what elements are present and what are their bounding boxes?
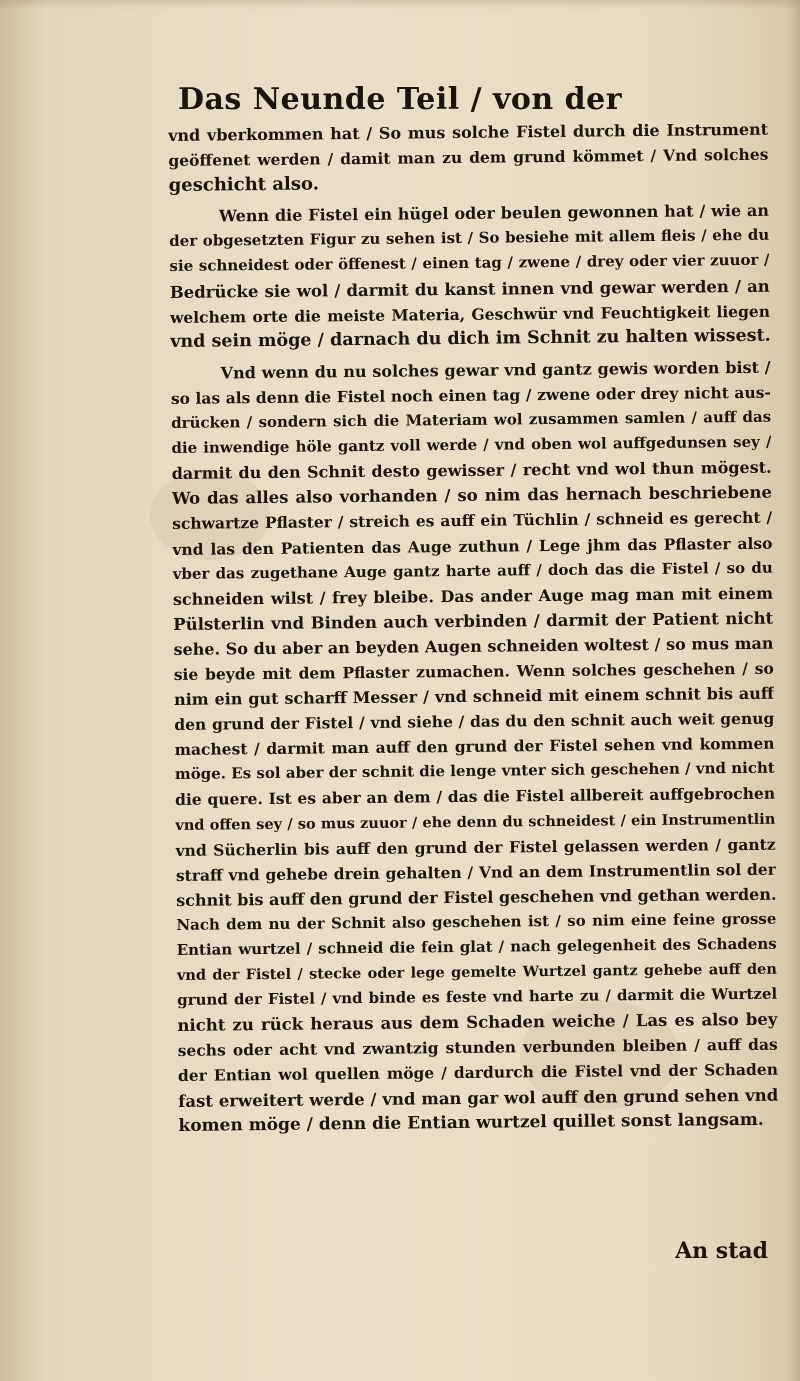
text-line: Pülsterlin vnd Binden auch verbinden / darmit der Patient nicht [173,608,774,634]
text-line: schwartze Pflaster / streich es auff ein Tüchlin / schneid es gerecht / [172,508,773,534]
page-header: Das Neunde Teil / von der [177,82,623,117]
text-line: die quere. Ist es aber an dem / das die Fistel allbereit auffgebrochen [174,784,776,810]
text-line: welchem orte die meiste Materia, Geschwür vnd Feuchtigkeit liegen [169,301,771,327]
body-text [168,117,779,1139]
text-line: vnd las den Patienten das Auge zuthun / Lege jhm das Pflaster also [172,533,773,559]
text-line: Nach dem nu der Schnit also geschehen ist / so nim eine feine grosse [176,909,777,934]
page-top-shadow [0,0,800,10]
text-line: nim ein gut scharff Messer / vnd schneid mit einem schnit bis auff [173,683,775,710]
paragraph [170,355,778,1139]
page-right-shadow [786,0,800,1381]
paragraph [169,198,771,355]
text-line: komen möge / denn die Entian wurtzel quillet sonst langsam. [178,1109,764,1136]
text-line: Wo das alles also vorhanden / so nim das hernach beschriebene [171,483,773,509]
text-line: sehe. So du aber an beyden Augen schneiden woltest / so mus man [173,633,774,659]
text-line: vnd vberkommen hat / So mus solche Fistel durch die Instrument [168,119,769,145]
text-line: schnit bis auff den grund der Fistel geschehen vnd gethan werden. [176,884,777,910]
text-line: sechs oder acht vnd zwantzig stunden verbunden bleiben / auff das [177,1035,778,1061]
text-line: so las als denn die Fistel noch einen tag / zwene oder drey nicht aus- [170,382,771,408]
text-line: geschicht also. [168,173,320,197]
text-line: machest / darmit man auff den grund der Fistel sehen vnd kommen [174,733,775,760]
text-line: fast erweitert werde / vnd man gar wol auff den grund sehen vnd [178,1085,779,1111]
text-line: möge. Es sol aber der schnit die lenge vnter sich geschehen / vnd nicht [174,759,775,784]
text-line: straff vnd gehebe drein gehalten / Vnd an dem Instrumentlin sol der [175,859,776,885]
catchword: An stad [675,1238,768,1264]
text-line: schneiden wilst / frey bleibe. Das ander Auge mag man mit einem [172,583,774,609]
text-line: darmit du den Schnit desto gewisser / recht vnd wol thun mögest. [171,457,772,484]
text-line: den grund der Fistel / vnd siehe / das du den schnit auch weit genug [174,708,775,735]
text-line: der Entian wol quellen möge / dardurch die Fistel vnd der Schaden [177,1060,779,1086]
text-line: der obgesetzten Figur zu sehen ist / So besiehe mit allem fleis / ehe du [169,226,770,251]
text-line: sie beyde mit dem Pflaster zumachen. Wenn solches geschehen / so [173,658,774,684]
text-line: Vnd wenn du nu solches gewar vnd gantz gewis worden bist / [220,357,771,383]
text-line: Wenn die Fistel ein hügel oder beulen gewonnen hat / wie an [218,200,770,226]
text-line: drücken / sondern sich die Materiam wol zusammen samlen / auff das [171,407,772,433]
text-line: vnd Sücherlin bis auff den grund der Fistel gelassen werden / gantz [175,834,776,860]
text-line: vber das zugethane Auge gantz harte auff / doch das die Fistel / so du [172,558,773,583]
text-line: vnd sein möge / darnach du dich im Schnit zu halten wissest. [170,325,771,352]
text-line: Entian wurtzel / schneid die fein glat / nach gelegenheit des Schadens [176,934,777,959]
text-line: grund der Fistel / vnd binde es feste vnd harte zu / darmit die Wurtzel [177,984,778,1010]
text-line: vnd offen sey / so mus zuuor / ehe denn du schneidest / ein Instrumentlin [175,810,776,834]
text-line: vnd der Fistel / stecke oder lege gemelte Wurtzel gantz gehebe auff den [176,960,777,985]
text-line: Bedrücke sie wol / darmit du kanst innen vnd gewar werden / an [169,276,770,302]
paragraph [168,117,769,199]
text-line: die inwendige höle gantz voll werde / vnd oben wol auffgedunsen sey / [171,432,772,458]
text-line: nicht zu rück heraus aus dem Schaden weiche / Las es also bey [177,1009,778,1036]
text-line: sie schneidest oder öffenest / einen tag / zwene / drey oder vier zuuor / [169,251,770,276]
text-line: geöffenet werden / damit man zu dem grund kömmet / Vnd solches [168,144,769,171]
